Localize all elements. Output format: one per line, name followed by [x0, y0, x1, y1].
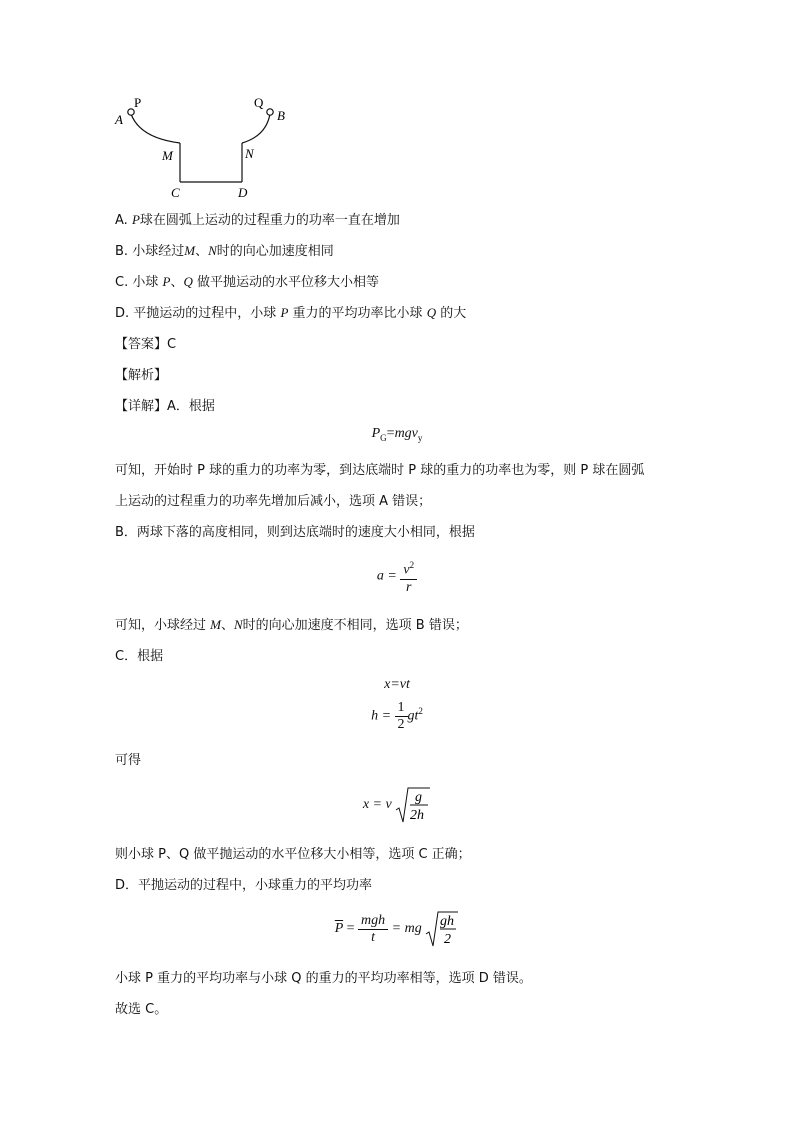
conclusion: 故选 C。	[115, 1002, 168, 1017]
label-b: B	[277, 108, 285, 123]
label-m: M	[162, 148, 173, 163]
detail-b-text: 可知，小球经过 M、N时的向心加速度不相同，选项 B 错误；	[115, 617, 468, 633]
fraction-mgh-t: $\frac{\text{mgh}}{t}$	[358, 913, 388, 946]
fraction-half: $\frac{1}{2}$	[395, 700, 408, 733]
fraction: $\frac{v^2}{r}$	[400, 557, 417, 596]
answer-line	[115, 333, 176, 352]
svg-text:2: 2	[444, 932, 452, 947]
option-c: C. 小球 P、Q 做平抛运动的水平位移大小相等	[115, 274, 380, 290]
detail-a-intro: 【详解】A．根据	[115, 399, 215, 414]
left-arc	[131, 114, 180, 143]
equation-h: h = $\frac{1}{2}$ $gt^2$	[371, 700, 423, 732]
detail-c-text: 则小球 P、Q 做平抛运动的水平位移大小相等，选项 C 正确；	[115, 847, 471, 862]
detail-a-text-1: 可知，开始时 P 球的重力的功率为零，到达底端时 P 球的重力的功率也为零，则 P 球在圆弧	[115, 463, 645, 478]
detail-a-text-2: 上运动的过程重力的功率先增加后减小，选项 A 错误；	[115, 494, 432, 509]
label-p: P	[134, 95, 142, 110]
equation-x-vt: x=vt	[384, 677, 410, 692]
right-arc	[242, 114, 270, 143]
detail-d-text: 小球 P 重力的平均功率与小球 Q 的重力的平均功率相等，选项 D 错误。	[115, 971, 532, 986]
sqrt-sign	[395, 784, 431, 826]
sqrt-sign-2	[425, 908, 459, 950]
answer-value: C	[167, 337, 177, 352]
track-diagram	[100, 90, 300, 205]
option-a: A. P球在圆弧上运动的过程重力的功率一直在增加	[115, 212, 400, 228]
label-n: N	[245, 146, 254, 161]
svg-text:gh: gh	[440, 914, 455, 929]
ball-q	[267, 109, 273, 115]
label-a: A	[115, 112, 123, 127]
detail-d-intro: D．平抛运动的过程中，小球重力的平均功率	[115, 878, 373, 893]
svg-text:g: g	[415, 790, 423, 805]
equation-centripetal: a = $\frac{v^2}{r}$	[0, 557, 794, 596]
equation-power: $P_G=mgv_y$	[371, 426, 423, 443]
label-d: D	[238, 185, 248, 200]
label-c: C	[171, 185, 180, 200]
detail-b-intro: B．两球下落的高度相同，则到达底端时的速度大小相同，根据	[115, 525, 475, 540]
equation-average-power: $\overline{P}$ = $\frac{\text{mgh}}{t}$ = mg gh 2	[0, 908, 794, 950]
option-b: B. 小球经过M、N时的向心加速度相同	[115, 243, 334, 259]
label-q: Q	[254, 95, 264, 110]
detail-c-intro: C．根据	[115, 649, 164, 664]
analysis-heading: 【解析】	[115, 368, 168, 383]
option-d: D. 平抛运动的过程中，小球 P 重力的平均功率比小球 Q 的大	[115, 305, 467, 321]
answer-tag: 【答案】	[115, 337, 168, 352]
detail-c-get: 可得	[115, 753, 142, 768]
equation-x-sqrt: x = v g 2h	[0, 784, 794, 826]
svg-text:2h: 2h	[410, 808, 425, 823]
